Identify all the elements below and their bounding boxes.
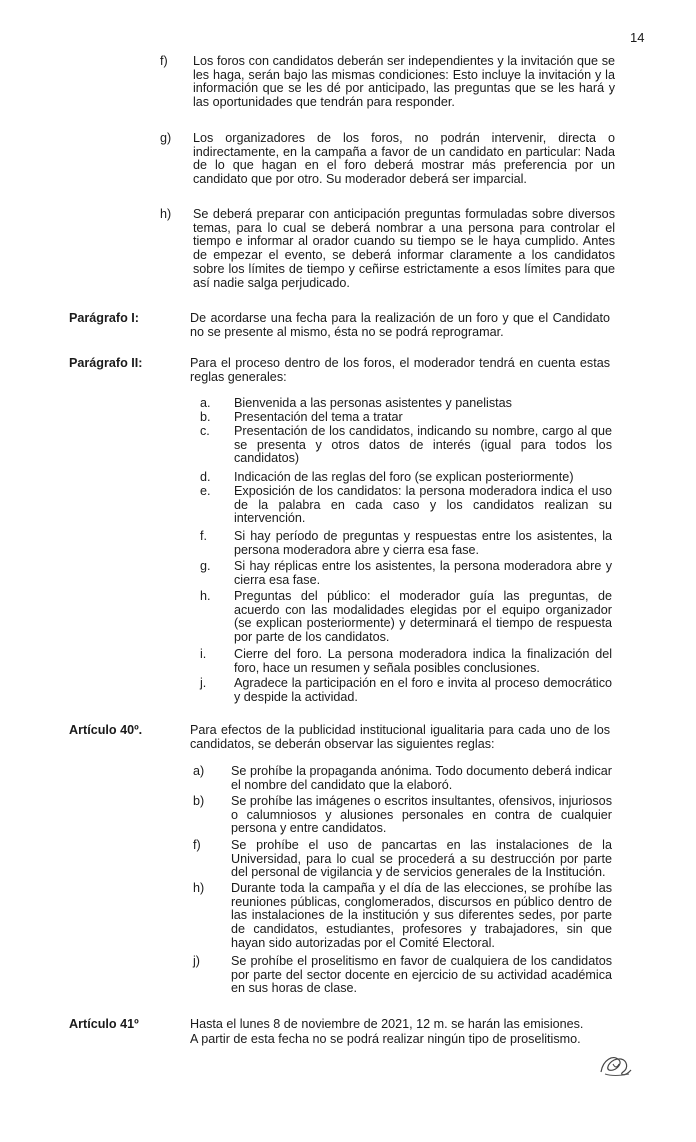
articulo-40-heading: Artículo 40º. [69, 723, 143, 737]
list-item-text: Bienvenida a las personas asistentes y panelistas [234, 396, 512, 410]
list-item-text: Presentación del tema a tratar [234, 410, 403, 424]
list-item-text: Indicación de las reglas del foro (se explican posteriormente) [234, 470, 574, 484]
paragrafo-2-text: Para el proceso dentro de los foros, el moderador tendrá en cuenta estas reglas generales: [190, 356, 610, 385]
list-item-text: Se prohíbe la propaganda anónima. Todo documento deberá indicar el nombre del candidato que la elaboró. [231, 764, 612, 792]
list-item-text: Los foros con candidatos deberán ser independientes y la invitación que se les haga, serán bajo las mismas condiciones: Esto incluye la invitación y la información que se les dé por anticipado, las preguntas que se les hará y las oportunidades que tendrán para responder. [193, 54, 615, 110]
list-marker: j. [200, 676, 207, 690]
list-marker: a) [193, 764, 205, 778]
list-marker: c. [200, 424, 210, 438]
list-item-text: Se prohíbe el proselitismo en favor de cualquiera de los candidatos por parte del sector docente en ejercicio de su actividad académica en sus horas de clase. [231, 954, 612, 996]
articulo-41-text [190, 1017, 620, 1046]
paragrafo-1-text: De acordarse una fecha para la realización de un foro y que el Candidato no se presente al mismo, ésta no se podrá reprogramar. [190, 311, 610, 340]
list-marker: b) [193, 794, 205, 808]
list-item-text: Se prohíbe las imágenes o escritos insultantes, ofensivos, injuriosos o calumniosos y alusiones personales en contra de cualquier persona y entre candidatos. [231, 794, 612, 836]
list-marker: a. [200, 396, 211, 410]
list-marker: f) [160, 54, 168, 68]
list-marker: g) [160, 131, 172, 145]
paragrafo-1-heading: Parágrafo I: [69, 311, 139, 325]
page-number: 14 [630, 30, 645, 45]
list-item-text: Si hay período de preguntas y respuestas entre los asistentes, la persona moderadora abre y cierra esa fase. [234, 529, 612, 557]
list-marker: d. [200, 470, 211, 484]
list-item-text: Durante toda la campaña y el día de las elecciones, se prohíbe las reuniones públicas, conglomerados, discursos en público dentro de las instalaciones de la institución y sus diferentes sedes, por parte de candidatos, estudiantes, profesores y trabajadores, sin que hayan sido autorizadas por el Comité Electoral. [231, 881, 612, 950]
list-marker: f. [200, 529, 207, 543]
list-item-text: Agradece la participación en el foro e invita al proceso democrático y despide la actividad. [234, 676, 612, 704]
list-marker: f) [193, 838, 201, 852]
articulo-41-line: Hasta el lunes 8 de noviembre de 2021, 12 m. se harán las emisiones. [190, 1017, 584, 1031]
list-item-text: Se deberá preparar con anticipación preguntas formuladas sobre diversos temas, para lo cual se deberá nombrar a una persona para controlar el tiempo e informar al orador cuando su tiempo se le haya cumplido. Antes de empezar el evento, se deberá informar claramente a los candidatos sobre los límites de tiempo y ceñirse estrictamente a esos límites para que así nadie salga perjudicado. [193, 207, 615, 290]
list-marker: b. [200, 410, 211, 424]
list-item-text: Se prohíbe el uso de pancartas en las instalaciones de la Universidad, para lo cual se procederá a su destrucción por parte del personal de vigilancia y de servicios generales de la Institución. [231, 838, 612, 880]
list-item-text: Preguntas del público: el moderador guía las preguntas, de acuerdo con las modalidades elegidas por el equipo organizador (se explican posteriormente) y determinará el tiempo de respuesta por parte de los candidatos. [234, 589, 612, 645]
signature-icon [595, 1050, 635, 1082]
list-marker: e. [200, 484, 211, 498]
list-marker: j) [193, 954, 200, 968]
list-item-text: Si hay réplicas entre los asistentes, la persona moderadora abre y cierra esa fase. [234, 559, 612, 587]
articulo-40-text: Para efectos de la publicidad institucional igualitaria para cada uno de los candidatos, se deberán observar las siguientes reglas: [190, 723, 610, 752]
list-marker: i. [200, 647, 207, 661]
list-marker: h. [200, 589, 211, 603]
list-item-text: Presentación de los candidatos, indicando su nombre, cargo al que se presenta y otros datos de interés (igual para todos los candidatos) [234, 424, 612, 466]
articulo-41-heading: Artículo 41º [69, 1017, 139, 1031]
list-item-text: Cierre del foro. La persona moderadora indica la finalización del foro, hace un resumen y señala posibles conclusiones. [234, 647, 612, 675]
articulo-41-line: A partir de esta fecha no se podrá realizar ningún tipo de proselitismo. [190, 1031, 581, 1046]
list-item-text: Los organizadores de los foros, no podrán intervenir, directa o indirectamente, en la campaña a favor de un candidato en particular: Nada de lo que hagan en el foro deberá mostrar más preferencia por un candidato que por otro. Su moderador deberá ser imparcial. [193, 131, 615, 187]
list-marker: h) [160, 207, 172, 221]
list-marker: g. [200, 559, 211, 573]
list-item-text: Exposición de los candidatos: la persona moderadora indica el uso de la palabra en cada caso y los candidatos realizan su intervención. [234, 484, 612, 526]
list-marker: h) [193, 881, 205, 895]
paragrafo-2-heading: Parágrafo II: [69, 356, 143, 370]
